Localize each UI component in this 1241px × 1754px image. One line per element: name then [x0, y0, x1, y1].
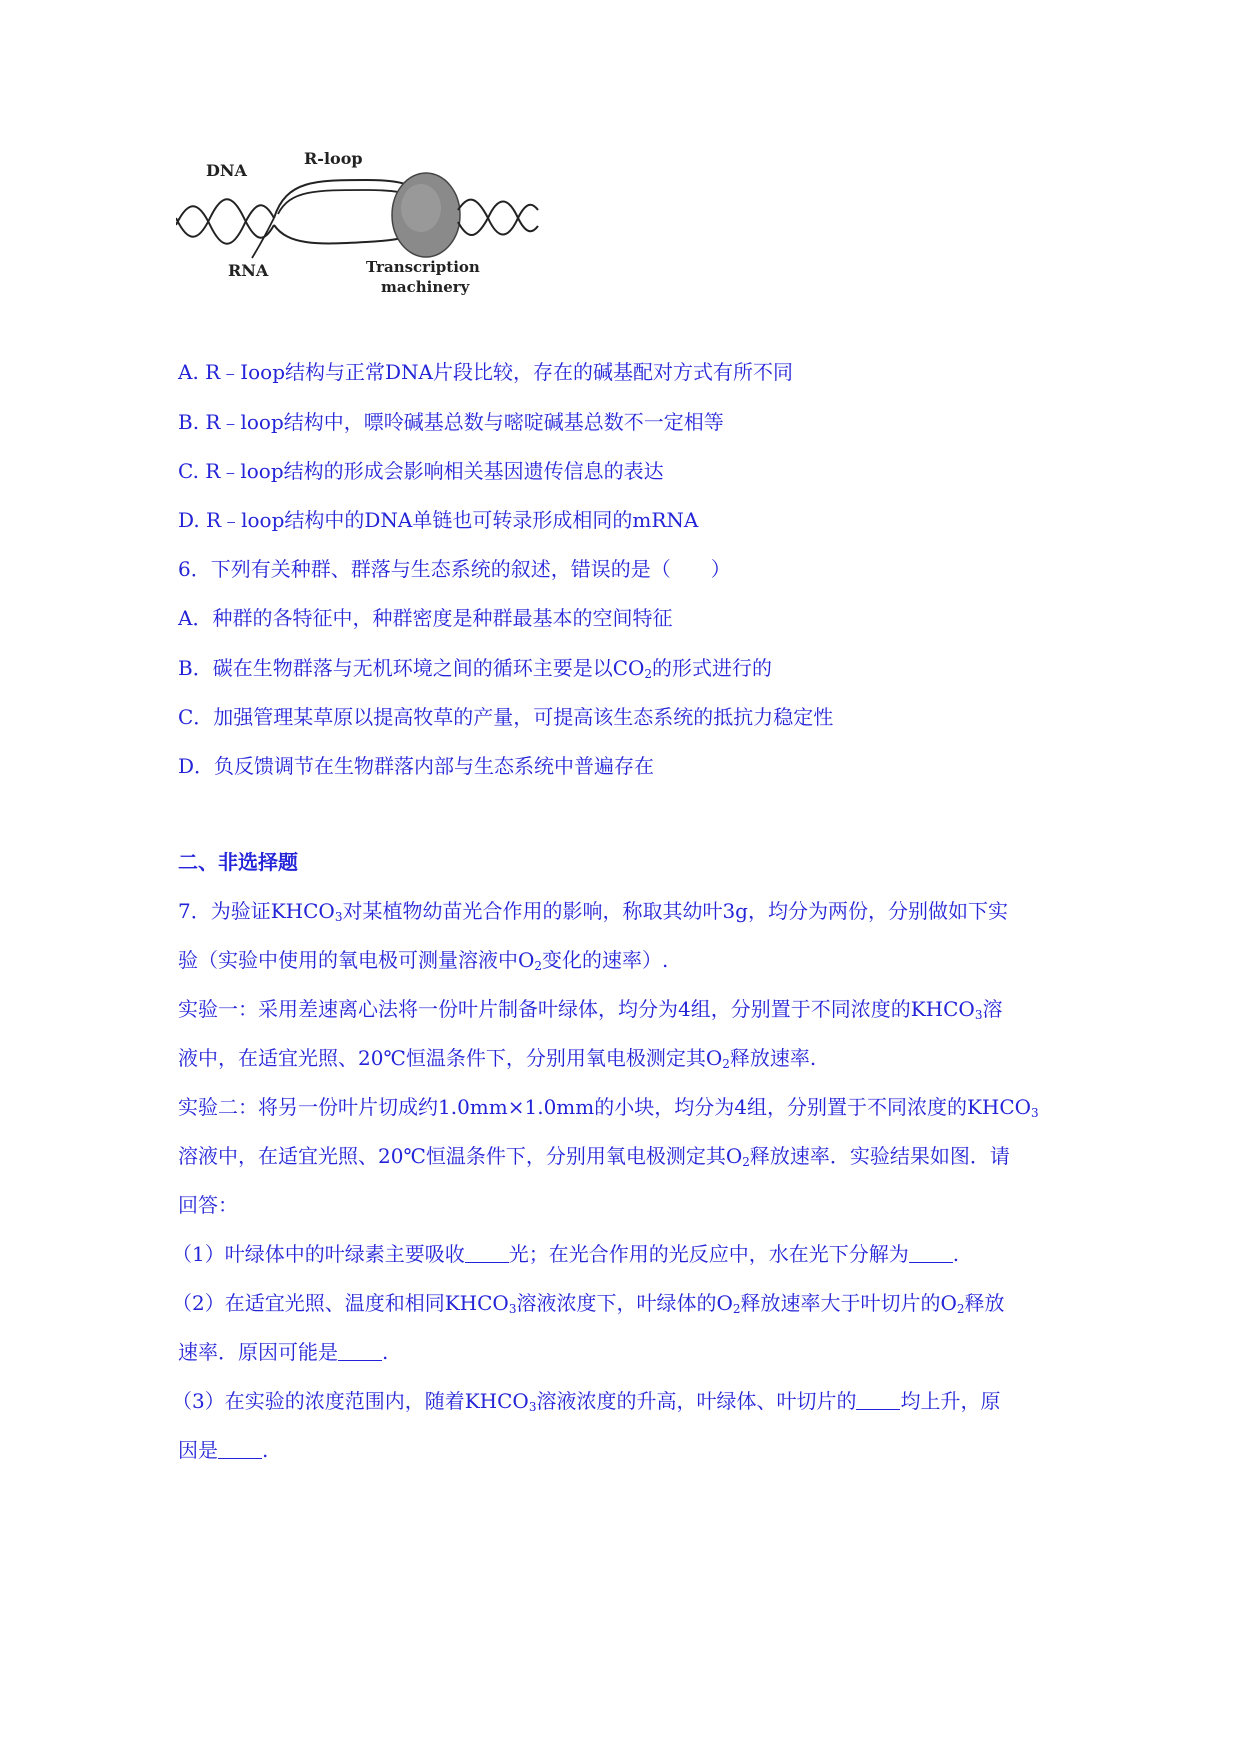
text: 均上升，原 — [900, 1389, 1001, 1413]
subscript: 3 — [334, 910, 343, 924]
text: 验（实验中使用的氧电极可测量溶液中O — [178, 948, 535, 972]
text: （1）叶绿体中的叶绿素主要吸收 — [172, 1242, 465, 1266]
section-heading: 二、非选择题 — [178, 850, 298, 874]
rloop-diagram-svg — [176, 150, 556, 330]
subscript: 2 — [732, 1302, 741, 1316]
label-rna: RNA — [228, 261, 269, 280]
q6-option-d: D．负反馈调节在生物群落内部与生态系统中普遍存在 — [178, 754, 655, 778]
text: 变化的速率）. — [542, 948, 669, 972]
q7-line-6 — [178, 1142, 1010, 1176]
q7-line-3 — [178, 995, 1002, 1029]
subscript: 3 — [528, 1400, 537, 1414]
rna-pointer-line — [252, 218, 274, 258]
text: 释放速率．实验结果如图．请 — [749, 1144, 1010, 1168]
answer-blank[interactable] — [909, 1244, 953, 1263]
machinery-shading — [401, 184, 441, 232]
subscript: 2 — [742, 1155, 750, 1169]
q7-part-2 — [172, 1289, 1005, 1323]
label-transcription: Transcription — [366, 258, 480, 276]
text: 溶 — [982, 997, 1003, 1021]
q7-line-4 — [178, 1044, 816, 1078]
q6-option-c: C．加强管理某草原以提高牧草的产量，可提高该生态系统的抵抗力稳定性 — [178, 705, 834, 729]
text: （2）在适宜光照、温度和相同KHCO — [172, 1291, 509, 1315]
text: 对某植物幼苗光合作用的影响，称取其幼叶3g，均分为两份，分别做如下实 — [342, 899, 1008, 923]
q6-option-b-text-end: 的形式进行的 — [652, 656, 773, 680]
text: 实验一：采用差速离心法将一份叶片制备叶绿体，均分为4组，分别置于不同浓度的KHCO — [178, 997, 975, 1021]
q7-line-5 — [178, 1093, 1039, 1127]
text: 实验二：将另一份叶片切成约1.0mm×1.0mm的小块，均分为4组，分别置于不同浓度的KHCO — [178, 1095, 1032, 1119]
text: 释放 — [964, 1291, 1005, 1315]
text: 液中，在适宜光照、20℃恒温条件下，分别用氧电极测定其O — [178, 1046, 723, 1070]
subscript: 2 — [722, 1057, 730, 1071]
text: . — [262, 1438, 269, 1462]
text: 溶液中，在适宜光照、20℃恒温条件下，分别用氧电极测定其O — [178, 1144, 743, 1168]
text: 释放速率大于叶切片的O — [740, 1291, 957, 1315]
answer-blank[interactable] — [856, 1391, 900, 1410]
q7-line-2 — [178, 946, 668, 980]
q7-line-7: 回答： — [178, 1193, 238, 1217]
text: 速率．原因可能是 — [178, 1340, 338, 1364]
q6-option-b — [178, 654, 772, 688]
q7-part-3 — [172, 1387, 1000, 1421]
text: 溶液浓度下，叶绿体的O — [516, 1291, 733, 1315]
text: 溶液浓度的升高，叶绿体、叶切片的 — [536, 1389, 857, 1413]
subscript: 3 — [508, 1302, 517, 1316]
text: 光；在光合作用的光反应中，水在光下分解为 — [508, 1242, 909, 1266]
answer-blank[interactable] — [465, 1244, 509, 1263]
q5-option-d: D. R﹣loop结构中的DNA单链也可转录形成相同的mRNA — [178, 508, 699, 532]
text: 7．为验证KHCO — [178, 899, 335, 923]
label-dna: DNA — [206, 161, 247, 180]
q7-line-1 — [178, 897, 1008, 931]
q5-option-a: A. R﹣Ioop结构与正常DNA片段比较，存在的碱基配对方式有所不同 — [178, 360, 793, 384]
q5-option-c: C. R﹣loop结构的形成会影响相关基因遗传信息的表达 — [178, 459, 664, 483]
text: . — [382, 1340, 389, 1364]
answer-blank[interactable] — [218, 1440, 262, 1459]
q6-option-b-text: B．碳在生物群落与无机环境之间的循环主要是以CO — [178, 656, 645, 680]
answer-blank[interactable] — [338, 1342, 382, 1361]
subscript: 2 — [956, 1302, 965, 1316]
text: 释放速率. — [729, 1046, 817, 1070]
subscript: 2 — [644, 667, 653, 681]
text: 因是 — [178, 1438, 218, 1462]
rloop-diagram — [176, 150, 556, 330]
q7-part-3-line-2 — [178, 1436, 268, 1464]
q5-option-b: B. R﹣loop结构中，嘌呤碱基总数与嘧啶碱基总数不一定相等 — [178, 410, 724, 434]
subscript: 3 — [1031, 1106, 1039, 1120]
q7-part-2-line-2 — [178, 1338, 388, 1366]
q7-part-1 — [172, 1240, 959, 1268]
label-rloop: R-loop — [304, 150, 363, 168]
text: . — [952, 1242, 960, 1266]
q6-stem: 6．下列有关种群、群落与生态系统的叙述，错误的是（ ） — [178, 557, 731, 581]
label-machinery: machinery — [381, 278, 470, 296]
subscript: 2 — [534, 959, 543, 973]
text: （3）在实验的浓度范围内，随着KHCO — [172, 1389, 529, 1413]
q6-option-a: A．种群的各特征中，种群密度是种群最基本的空间特征 — [178, 606, 673, 630]
subscript: 3 — [974, 1008, 983, 1022]
